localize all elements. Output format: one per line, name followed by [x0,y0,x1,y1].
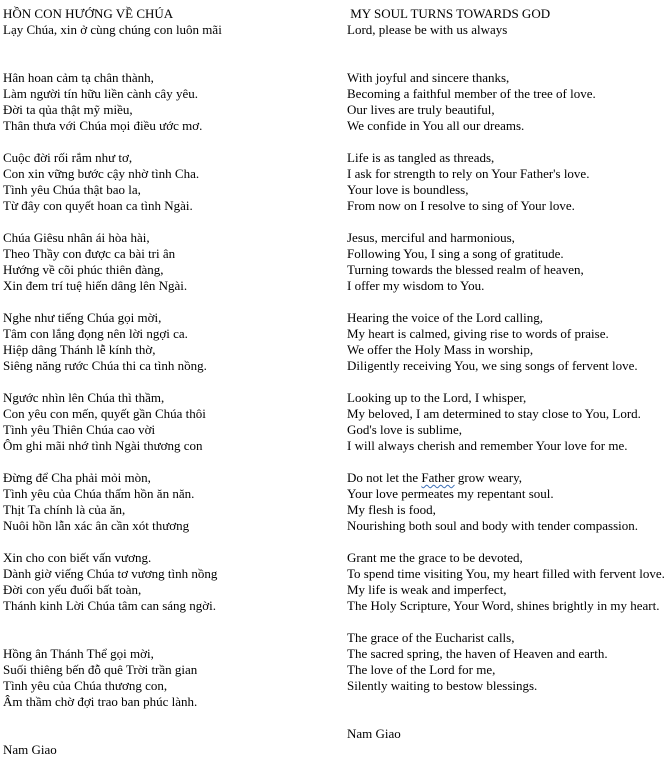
stanza-en-8 [347,630,665,694]
line: I will always cherish and remember Your love for me. [347,438,628,453]
stanza-vi-1 [3,70,338,134]
line: Hân hoan cảm tạ chân thành, [3,70,154,85]
line: Hearing the voice of the Lord calling, [347,310,544,325]
line: Thịt Ta chính là của ăn, [3,502,126,517]
line: Tình yêu của Chúa thấm hồn ăn năn. [3,486,195,501]
poem-subtitle-en: Lord, please be with us always [347,22,508,37]
line: Tâm con lắng đọng nên lời ngợi ca. [3,326,188,341]
line: Thánh kinh Lời Chúa tâm can sáng ngời. [3,598,217,613]
line: Becoming a faithful member of the tree of love. [347,86,596,101]
stanza-vi-6 [3,470,338,534]
line-suffix: grow weary, [454,470,522,485]
line: Grant me the grace to be devoted, [347,550,523,565]
line: Silently waiting to bestow blessings. [347,678,538,693]
line: God's love is sublime, [347,422,463,437]
line: Xin cho con biết vấn vương. [3,550,152,565]
line: My heart is calmed, giving rise to words of praise. [347,326,609,341]
line: Hướng về cõi phúc thiên đàng, [3,262,164,277]
line: Following You, I sing a song of gratitude. [347,246,564,261]
line: Tình yêu Thiên Chúa cao vời [3,422,156,437]
author-signature-vi: Nam Giao [3,742,57,757]
line: The love of the Lord for me, [347,662,496,677]
line: Nuôi hồn lẫn xác ân cần xót thương [3,518,190,533]
stanza-en-6 [347,470,665,534]
vietnamese-poem-column [3,6,338,758]
line: Turning towards the blessed realm of heaven, [347,262,584,277]
line: Hồng ân Thánh Thể gọi mời, [3,646,154,661]
line: Your love is boundless, [347,182,469,197]
line: Suối thiêng bến đỗ quê Trời trần gian [3,662,198,677]
line: I offer my wisdom to You. [347,278,485,293]
line: Con yêu con mến, quyết gần Chúa thôi [3,406,206,421]
line: To spend time visiting You, my heart filled with fervent love. [347,566,665,581]
author-signature-en: Nam Giao [347,726,401,741]
line: Xin đem trí tuệ hiến dâng lên Ngài. [3,278,188,293]
line: Cuộc đời rối rắm như tơ, [3,150,133,165]
stanza-en-1 [347,70,665,134]
line: The grace of the Eucharist calls, [347,630,515,645]
line: My beloved, I am determined to stay close to You, Lord. [347,406,641,421]
line: From now on I resolve to sing of Your love. [347,198,575,213]
line: I ask for strength to rely on Your Father's love. [347,166,590,181]
line: Ôm ghi mãi nhớ tình Ngài thương con [3,438,203,453]
stanza-en-5 [347,390,665,454]
line: Tình yêu Chúa thật bao la, [3,182,141,197]
line: Làm người tín hữu liền cành cây yêu. [3,86,198,101]
line: Tình yêu của Chúa thương con, [3,678,168,693]
stanza-en-3 [347,230,665,294]
stanza-vi-8 [3,646,338,710]
line: Đừng để Cha phải mỏi mòn, [3,470,151,485]
stanza-vi-3 [3,230,338,294]
line: Hiệp dâng Thánh lễ kính thờ, [3,342,156,357]
line: Chúa Giêsu nhân ái hòa hài, [3,230,150,245]
line: Your love permeates my repentant soul. [347,486,554,501]
stanza-vi-4 [3,310,338,374]
line: Âm thầm chờ đợi trao ban phúc lành. [3,694,198,709]
line: My flesh is food, [347,502,436,517]
line: Nghe như tiếng Chúa gọi mời, [3,310,162,325]
line: Đời con yếu đuối bất toàn, [3,582,142,597]
line: Siêng năng rước Chúa thi ca tình nồng. [3,358,207,373]
line: Đời ta qủa thật mỹ miều, [3,102,133,117]
line: Looking up to the Lord, I whisper, [347,390,527,405]
line: We confide in You all our dreams. [347,118,525,133]
stanza-vi-7 [3,550,338,614]
line: Jesus, merciful and harmonious, [347,230,515,245]
line: Dành giờ viếng Chúa tơ vương tình nồng [3,566,218,581]
line: Thân thưa với Chúa mọi điều ước mơ. [3,118,203,133]
line: Theo Thầy con được ca bài tri ân [3,246,176,261]
line: Nourishing both soul and body with tender compassion. [347,518,639,533]
stanza-en-7 [347,550,665,614]
line: Ngước nhìn lên Chúa thì thầm, [3,390,165,405]
stanza-vi-2 [3,150,338,214]
line-with-spellcheck-mark [347,470,665,486]
stanza-vi-5 [3,390,338,454]
line: Our lives are truly beautiful, [347,102,495,117]
stanza-en-2 [347,150,665,214]
line: Life is as tangled as threads, [347,150,495,165]
line: Con xin vững bước cậy nhờ tình Cha. [3,166,200,181]
line: My life is weak and imperfect, [347,582,507,597]
line: We offer the Holy Mass in worship, [347,342,534,357]
spellcheck-flagged-word[interactable]: Father [421,470,455,485]
poem-subtitle-vi: Lạy Chúa, xin ở cùng chúng con luôn mãi [3,22,222,37]
line: The Holy Scripture, Your Word, shines brightly in my heart. [347,598,660,613]
english-poem-column [347,6,665,742]
line-prefix: Do not let the [347,470,422,485]
line: Diligently receiving You, we sing songs of fervent love. [347,358,638,373]
line: Từ đây con quyết hoan ca tình Ngài. [3,198,193,213]
stanza-en-4 [347,310,665,374]
line: With joyful and sincere thanks, [347,70,510,85]
poem-title-vi: HỒN CON HƯỚNG VỀ CHÚA [3,6,174,21]
line: The sacred spring, the haven of Heaven and earth. [347,646,608,661]
poem-title-en: MY SOUL TURNS TOWARDS GOD [347,6,551,21]
